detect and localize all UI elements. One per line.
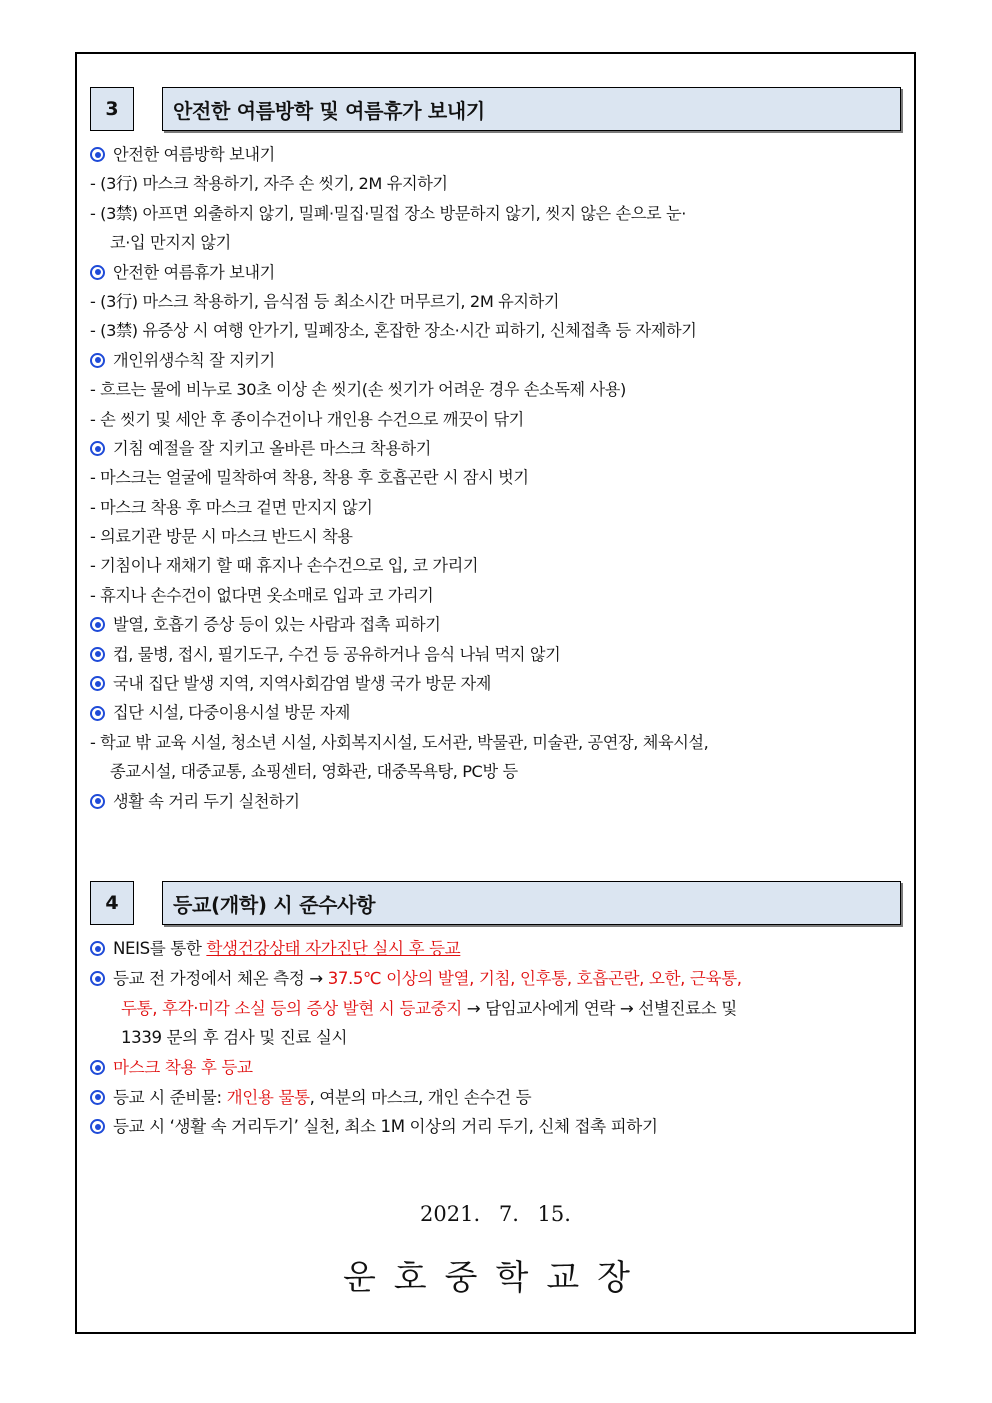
- list-item: 발열, 호흡기 증상 등이 있는 사람과 접촉 피하기: [90, 610, 905, 639]
- section-3-header: [90, 87, 900, 131]
- circle-dot-bullet-icon: [90, 941, 105, 956]
- circle-dot-bullet-icon: [90, 147, 105, 162]
- circle-dot-bullet-icon: [90, 706, 105, 721]
- section-3-title: 안전한 여름방학 및 여름휴가 보내기: [162, 87, 901, 131]
- list-item: - (3禁) 아프면 외출하지 않기, 밀폐·밀집·밀접 장소 방문하지 않기, 씻지 않은 손으로 눈·: [90, 203, 686, 223]
- circle-dot-bullet-icon: [90, 265, 105, 280]
- section-3-number: 3: [90, 87, 134, 131]
- list-item: 컵, 물병, 접시, 필기도구, 수건 등 공유하거나 음식 나눠 먹지 않기: [90, 640, 905, 669]
- section-4-number: 4: [90, 881, 134, 925]
- list-item: - 학교 밖 교육 시설, 청소년 시설, 사회복지시설, 도서관, 박물관, 미술관, 공연장, 체육시설,: [90, 732, 709, 752]
- list-item: 1339 문의 후 검사 및 진료 실시: [121, 1028, 348, 1048]
- list-item: 집단 시설, 다중이용시설 방문 자제: [90, 698, 905, 727]
- section-4-title: 등교(개학) 시 준수사항: [162, 881, 901, 925]
- circle-dot-bullet-icon: [90, 441, 105, 456]
- circle-dot-bullet-icon: [90, 794, 105, 809]
- circle-dot-bullet-icon: [90, 1060, 105, 1075]
- principal-signature: 운호중학교장: [342, 1258, 649, 1298]
- list-item: 두통, 후각·미각 소실 등의 증상 발현 시 등교중지 → 담임교사에게 연락 → 선별진료소 및: [121, 998, 737, 1018]
- circle-dot-bullet-icon: [90, 1119, 105, 1134]
- list-item: 종교시설, 대중교통, 쇼핑센터, 영화관, 대중목욕탕, PC방 등: [110, 762, 518, 782]
- list-item: - 마스크 착용 후 마스크 겉면 만지지 않기: [90, 497, 373, 517]
- list-item: 국내 집단 발생 지역, 지역사회감염 발생 국가 방문 자제: [90, 669, 905, 698]
- list-item: - 의료기관 방문 시 마스크 반드시 착용: [90, 527, 353, 547]
- list-item: NEIS를 통한 학생건강상태 자가진단 실시 후 등교: [90, 934, 905, 964]
- list-item: 안전한 여름휴가 보내기: [90, 258, 905, 287]
- circle-dot-bullet-icon: [90, 617, 105, 632]
- list-item: 안전한 여름방학 보내기: [90, 140, 905, 169]
- list-item: 등교 시 준비물: 개인용 물통 , 여분의 마스크, 개인 손수건 등: [90, 1082, 905, 1112]
- list-item: 등교 시 ‘생활 속 거리두기’ 실천, 최소 1M 이상의 거리 두기, 신체 접촉 피하기: [90, 1112, 905, 1142]
- section-3-list: [90, 140, 905, 816]
- list-item: - 휴지나 손수건이 없다면 옷소매로 입과 코 가리기: [90, 585, 434, 605]
- list-item: - (3行) 마스크 착용하기, 음식점 등 최소시간 머무르기, 2M 유지하기: [90, 291, 560, 311]
- list-item: - 흐르는 물에 비누로 30초 이상 손 씻기(손 씻기가 어려운 경우 손소독제 사용): [90, 380, 626, 400]
- list-item: - (3行) 마스크 착용하기, 자주 손 씻기, 2M 유지하기: [90, 174, 448, 194]
- list-item: 개인위생수칙 잘 지키기: [90, 346, 905, 375]
- notice-frame: [75, 52, 916, 1334]
- list-item: 코·입 만지지 않기: [110, 233, 231, 253]
- section-4-list: [90, 934, 905, 1142]
- circle-dot-bullet-icon: [90, 676, 105, 691]
- list-item: 마스크 착용 후 등교: [90, 1053, 905, 1083]
- section-4-header: [90, 881, 900, 925]
- circle-dot-bullet-icon: [90, 1090, 105, 1105]
- list-item: - (3禁) 유증상 시 여행 안가기, 밀폐장소, 혼잡한 장소·시간 피하기, 신체접촉 등 자제하기: [90, 321, 697, 341]
- list-item: - 기침이나 재채기 할 때 휴지나 손수건으로 입, 코 가리기: [90, 556, 479, 576]
- list-item: 등교 전 가정에서 체온 측정 → 37.5℃ 이상의 발열, 기침, 인후통, 호흡곤란, 오한, 근육통,: [90, 964, 905, 994]
- circle-dot-bullet-icon: [90, 647, 105, 662]
- list-item: 기침 예절을 잘 지키고 올바른 마스크 착용하기: [90, 434, 905, 463]
- list-item: - 마스크는 얼굴에 밀착하여 착용, 착용 후 호흡곤란 시 잠시 벗기: [90, 468, 529, 488]
- list-item: - 손 씻기 및 세안 후 종이수건이나 개인용 수건으로 깨끗이 닦기: [90, 409, 524, 429]
- circle-dot-bullet-icon: [90, 971, 105, 986]
- list-item: 생활 속 거리 두기 실천하기: [90, 787, 905, 816]
- issue-date: 2021. 7. 15.: [420, 1202, 571, 1226]
- circle-dot-bullet-icon: [90, 353, 105, 368]
